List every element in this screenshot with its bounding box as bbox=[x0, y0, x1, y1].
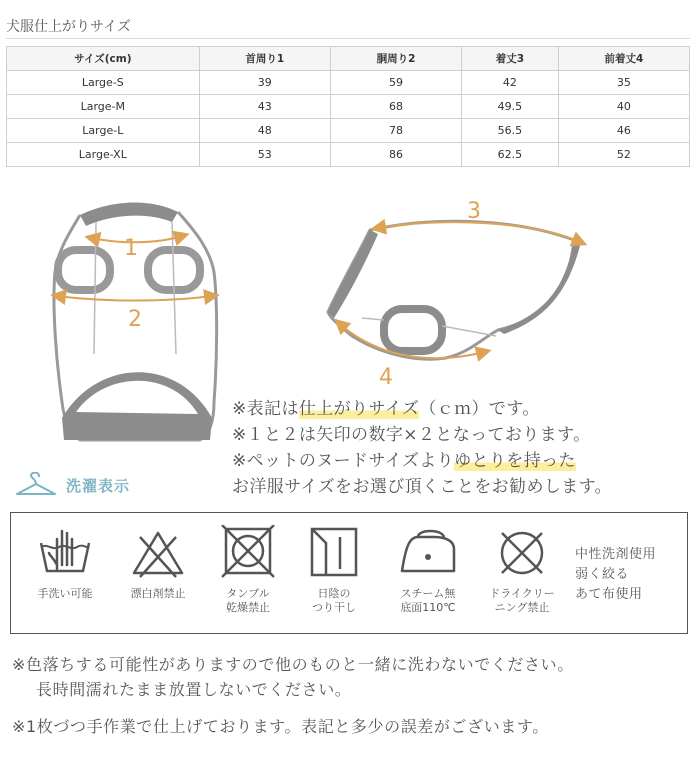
column-header: 前着丈4 bbox=[558, 47, 689, 71]
note-line: ※表記は仕上がりサイズ（ｃｍ）です。 bbox=[232, 399, 540, 419]
table-cell: Large-S bbox=[7, 71, 200, 95]
steam-iron-icon bbox=[398, 525, 458, 581]
note-line: ※ペットのヌードサイズよりゆとりを持った bbox=[232, 451, 576, 471]
table-cell: 42 bbox=[462, 71, 559, 95]
table-row bbox=[7, 71, 690, 95]
table-cell: 40 bbox=[558, 95, 689, 119]
table-header-row bbox=[7, 47, 690, 71]
care-item-no-dry-clean bbox=[481, 525, 563, 615]
chest-measure-arrow bbox=[58, 296, 212, 301]
table-cell: 62.5 bbox=[462, 143, 559, 167]
table-cell: 49.5 bbox=[462, 95, 559, 119]
table-cell: 78 bbox=[330, 119, 461, 143]
diagram-label: 3 bbox=[467, 199, 481, 224]
diagram-label: 1 bbox=[124, 236, 138, 261]
highlighted-text: 仕上がりサイズ bbox=[298, 399, 420, 419]
care-heading-label: 洗濯表示 bbox=[66, 476, 131, 495]
care-label: 日陰の つり干し bbox=[312, 587, 356, 614]
note-line: お洋服サイズをお選び頂くことをお勧めします。 bbox=[232, 477, 613, 497]
care-side-note: あて布使用 bbox=[575, 587, 643, 602]
table-row bbox=[7, 143, 690, 167]
hand-wash-icon bbox=[35, 525, 95, 581]
title-divider bbox=[6, 38, 690, 39]
table-cell: 56.5 bbox=[462, 119, 559, 143]
table-cell: 86 bbox=[330, 143, 461, 167]
table-row bbox=[7, 95, 690, 119]
note-line: ※１と２は矢印の数字×２となっております。 bbox=[232, 425, 591, 445]
table-cell: 35 bbox=[558, 71, 689, 95]
footnote-line: ※色落ちする可能性がありますので他のものと一緒に洗わないでください。 bbox=[12, 655, 574, 674]
table-row bbox=[7, 119, 690, 143]
table-cell: 43 bbox=[199, 95, 330, 119]
care-side-note: 中性洗剤使用 bbox=[575, 547, 657, 562]
diagram-label: 4 bbox=[379, 365, 393, 390]
table-cell: 59 bbox=[330, 71, 461, 95]
footnotes bbox=[12, 652, 574, 739]
table-cell: Large-XL bbox=[7, 143, 200, 167]
size-notes bbox=[232, 396, 612, 500]
page-title: 犬服仕上がりサイズ bbox=[6, 19, 131, 35]
care-item-hand-wash bbox=[24, 525, 106, 601]
care-item-shade-line-dry bbox=[293, 525, 375, 615]
size-table bbox=[6, 46, 690, 167]
column-header: サイズ(cm) bbox=[7, 47, 200, 71]
column-header: 着丈3 bbox=[462, 47, 559, 71]
care-label: ドライクリー ニング禁止 bbox=[489, 587, 555, 614]
no-bleach-icon bbox=[128, 525, 188, 581]
column-header: 胴周り2 bbox=[330, 47, 461, 71]
care-item-steam-iron bbox=[387, 525, 469, 615]
care-side-note: 弱く絞る bbox=[575, 567, 630, 582]
no-tumble-dry-icon bbox=[218, 525, 278, 581]
care-side-notes bbox=[575, 545, 656, 605]
care-item-no-bleach bbox=[117, 525, 199, 601]
highlighted-text: ゆとりを持った bbox=[454, 451, 576, 471]
side-view-garment bbox=[328, 221, 580, 359]
column-header: 首周り1 bbox=[199, 47, 330, 71]
care-symbols-box bbox=[10, 512, 688, 634]
table-cell: 39 bbox=[199, 71, 330, 95]
table-cell: Large-M bbox=[7, 95, 200, 119]
hanger-icon bbox=[14, 472, 58, 498]
table-cell: 48 bbox=[199, 119, 330, 143]
no-dry-clean-icon bbox=[492, 525, 552, 581]
care-label: 手洗い可能 bbox=[37, 587, 93, 600]
table-cell: 53 bbox=[199, 143, 330, 167]
care-item-no-tumble-dry bbox=[207, 525, 289, 615]
diagram-label: 2 bbox=[128, 307, 142, 332]
footnote-line: ※1枚づつ手作業で仕上げております。表記と多少の誤差がございます。 bbox=[12, 717, 549, 736]
table-cell: 52 bbox=[558, 143, 689, 167]
table-cell: 68 bbox=[330, 95, 461, 119]
table-cell: 46 bbox=[558, 119, 689, 143]
care-heading bbox=[14, 472, 130, 498]
footnote-line: 長時間濡れたまま放置しないでください。 bbox=[36, 680, 352, 699]
care-label: スチーム無 底面110℃ bbox=[400, 587, 456, 614]
care-label: タンブル 乾燥禁止 bbox=[226, 587, 270, 614]
table-cell: Large-L bbox=[7, 119, 200, 143]
care-label: 漂白剤禁止 bbox=[130, 587, 186, 600]
shade-line-dry-icon bbox=[304, 525, 364, 581]
